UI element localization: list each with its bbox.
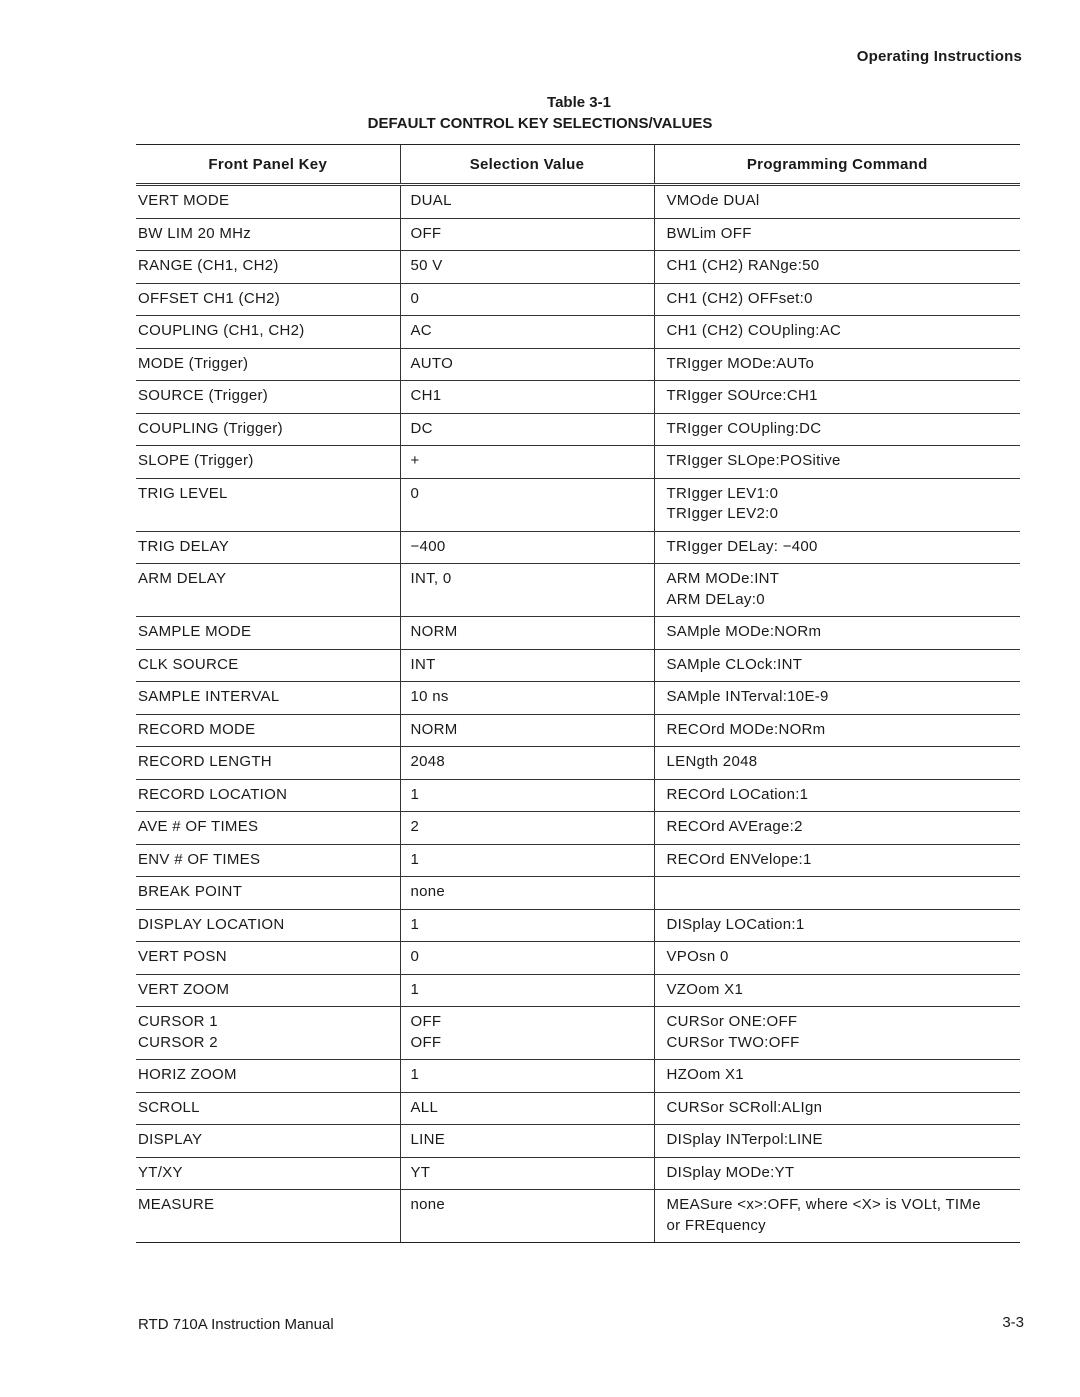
cell-front-panel-key (136, 1007, 400, 1060)
cell-front-panel-key (136, 714, 400, 747)
cell-selection-value (400, 185, 654, 219)
defaults-table-container (136, 144, 1020, 1243)
cell-programming-command (654, 649, 1020, 682)
table-row (136, 844, 1020, 877)
cell-front-panel-key-line: SAMPLE INTERVAL (138, 688, 280, 705)
cell-selection-value-line: OFF (410, 1033, 442, 1051)
cell-front-panel-key-line: SLOPE (Trigger) (138, 452, 254, 469)
cell-programming-command-line: TRIgger MODe:AUTo (666, 354, 815, 372)
cell-selection-value-line: DC (410, 419, 433, 437)
cell-selection-value-line: OFF (410, 1013, 442, 1030)
cell-front-panel-key-line: SCROLL (138, 1098, 200, 1116)
table-number: Table 3-1 (547, 94, 611, 111)
cell-selection-value (400, 348, 654, 381)
running-header: Operating Instructions (856, 48, 1022, 65)
cell-programming-command-line: CH1 (CH2) OFFset:0 (666, 289, 813, 307)
cell-selection-value (400, 617, 654, 650)
cell-programming-command-line: RECOrd LOCation:1 (666, 785, 809, 803)
cell-selection-value-line: 2048 (410, 753, 446, 770)
cell-selection-value (400, 1007, 654, 1060)
cell-front-panel-key (136, 413, 400, 446)
cell-selection-value-line: ALL (410, 1098, 439, 1116)
table-row (136, 185, 1020, 219)
cell-front-panel-key (136, 316, 400, 349)
cell-programming-command (654, 1190, 1020, 1243)
cell-selection-value (400, 942, 654, 975)
cell-programming-command (654, 1157, 1020, 1190)
cell-front-panel-key-line: DISPLAY LOCATION (138, 915, 285, 933)
cell-front-panel-key (136, 909, 400, 942)
table-row (136, 251, 1020, 284)
cell-selection-value-line: YT (410, 1163, 431, 1181)
cell-programming-command-line: TRIgger SOUrce:CH1 (666, 387, 818, 404)
table-title: DEFAULT CONTROL KEY SELECTIONS/VALUES (367, 115, 713, 132)
cell-front-panel-key (136, 251, 400, 284)
cell-front-panel-key-line: VERT MODE (138, 192, 230, 209)
cell-selection-value (400, 381, 654, 414)
cell-front-panel-key (136, 446, 400, 479)
cell-selection-value-line: none (410, 883, 446, 900)
cell-programming-command-line: RECOrd AVErage:2 (666, 818, 803, 835)
cell-selection-value (400, 844, 654, 877)
cell-programming-command-line: CH1 (CH2) COUpling:AC (666, 322, 842, 339)
cell-programming-command-line: RECOrd MODe:NORm (666, 720, 826, 738)
cell-programming-command-line: ARM MODe:INT (666, 570, 780, 587)
cell-front-panel-key-line: AVE # OF TIMES (138, 818, 259, 835)
cell-programming-command (654, 1060, 1020, 1093)
cell-selection-value-line: 1 (410, 980, 420, 998)
cell-selection-value-line: CH1 (410, 387, 442, 404)
cell-selection-value (400, 283, 654, 316)
cell-selection-value-line: 1 (410, 915, 420, 933)
table-row (136, 1157, 1020, 1190)
table-row (136, 812, 1020, 845)
cell-selection-value (400, 218, 654, 251)
cell-programming-command (654, 974, 1020, 1007)
column-header-key: Front Panel Key (136, 145, 400, 185)
cell-selection-value (400, 649, 654, 682)
cell-front-panel-key-line: COUPLING (Trigger) (138, 419, 283, 437)
cell-front-panel-key (136, 1157, 400, 1190)
cell-selection-value (400, 909, 654, 942)
cell-selection-value-line: 2 (410, 818, 420, 835)
column-header-value: Selection Value (400, 145, 654, 185)
defaults-table (136, 144, 1020, 1243)
cell-programming-command-line: SAMple INTerval:10E-9 (666, 688, 829, 705)
cell-programming-command (654, 682, 1020, 715)
table-row (136, 974, 1020, 1007)
table-row (136, 747, 1020, 780)
cell-front-panel-key (136, 348, 400, 381)
cell-front-panel-key-line: DISPLAY (138, 1131, 203, 1148)
cell-programming-command-line: VPOsn 0 (666, 948, 729, 965)
cell-selection-value (400, 877, 654, 910)
cell-programming-command-line: ARM DELay:0 (666, 590, 765, 608)
cell-programming-command-line: RECOrd ENVelope:1 (666, 850, 812, 868)
cell-programming-command-line: HZOom X1 (666, 1066, 744, 1083)
table-row (136, 381, 1020, 414)
cell-selection-value-line: none (410, 1196, 446, 1213)
cell-selection-value (400, 1125, 654, 1158)
cell-front-panel-key-line: TRIG LEVEL (138, 484, 228, 502)
cell-front-panel-key-line: RANGE (CH1, CH2) (138, 257, 279, 274)
cell-programming-command (654, 909, 1020, 942)
cell-programming-command (654, 747, 1020, 780)
cell-selection-value-line: 0 (410, 484, 420, 502)
cell-selection-value-line: −400 (410, 537, 446, 555)
table-row (136, 942, 1020, 975)
cell-selection-value (400, 478, 654, 531)
cell-front-panel-key-line: BW LIM 20 MHz (138, 224, 252, 242)
table-row (136, 446, 1020, 479)
cell-programming-command-line: LENgth 2048 (666, 753, 758, 770)
page-number: 3-3 (1002, 1314, 1024, 1331)
cell-front-panel-key-line: CLK SOURCE (138, 655, 239, 673)
table-row (136, 1190, 1020, 1243)
cell-selection-value-line: 1 (410, 1066, 420, 1083)
cell-front-panel-key (136, 812, 400, 845)
cell-selection-value (400, 531, 654, 564)
cell-programming-command-line: CH1 (CH2) RANge:50 (666, 257, 820, 274)
cell-front-panel-key (136, 747, 400, 780)
cell-front-panel-key (136, 564, 400, 617)
cell-programming-command-line: TRIgger COUpling:DC (666, 419, 822, 437)
cell-front-panel-key-line: ARM DELAY (138, 570, 227, 587)
cell-front-panel-key (136, 1060, 400, 1093)
cell-programming-command (654, 1007, 1020, 1060)
cell-selection-value (400, 316, 654, 349)
cell-programming-command (654, 218, 1020, 251)
cell-front-panel-key (136, 218, 400, 251)
cell-selection-value-line: DUAL (410, 192, 452, 209)
cell-selection-value-line: INT (410, 655, 436, 673)
cell-selection-value-line: NORM (410, 720, 458, 738)
cell-front-panel-key (136, 779, 400, 812)
cell-selection-value (400, 1190, 654, 1243)
cell-programming-command (654, 413, 1020, 446)
cell-programming-command-line: VZOom X1 (666, 980, 744, 998)
cell-front-panel-key-line: VERT ZOOM (138, 980, 230, 998)
cell-programming-command-line: TRIgger LEV2:0 (666, 505, 779, 522)
cell-programming-command-line: CURSor SCRoll:ALIgn (666, 1098, 823, 1116)
cell-front-panel-key (136, 531, 400, 564)
cell-front-panel-key-line: SOURCE (Trigger) (138, 387, 269, 404)
cell-front-panel-key-line: OFFSET CH1 (CH2) (138, 289, 281, 307)
cell-programming-command (654, 942, 1020, 975)
cell-selection-value (400, 1060, 654, 1093)
cell-front-panel-key (136, 877, 400, 910)
cell-selection-value-line: + (410, 452, 420, 469)
cell-selection-value-line: 10 ns (410, 688, 449, 705)
cell-front-panel-key (136, 942, 400, 975)
cell-selection-value (400, 812, 654, 845)
table-row (136, 714, 1020, 747)
cell-selection-value-line: 0 (410, 948, 420, 965)
cell-programming-command (654, 185, 1020, 219)
cell-selection-value-line: 1 (410, 785, 420, 803)
cell-front-panel-key-line: SAMPLE MODE (138, 623, 252, 640)
cell-programming-command (654, 1092, 1020, 1125)
cell-programming-command (654, 564, 1020, 617)
cell-programming-command (654, 283, 1020, 316)
cell-front-panel-key-line: CURSOR 1 (138, 1013, 218, 1030)
cell-selection-value (400, 413, 654, 446)
cell-programming-command-line: MEASure <x>:OFF, where <X> is VOLt, TIMe (666, 1196, 981, 1213)
table-row (136, 877, 1020, 910)
column-header-command: Programming Command (654, 145, 1020, 185)
cell-selection-value (400, 747, 654, 780)
cell-front-panel-key (136, 844, 400, 877)
table-row (136, 682, 1020, 715)
table-row (136, 564, 1020, 617)
cell-programming-command (654, 714, 1020, 747)
cell-front-panel-key-line: YT/XY (138, 1163, 183, 1181)
cell-selection-value (400, 251, 654, 284)
cell-front-panel-key-line: CURSOR 2 (138, 1033, 218, 1051)
cell-selection-value (400, 682, 654, 715)
cell-selection-value-line: AUTO (410, 354, 454, 372)
cell-front-panel-key (136, 1190, 400, 1243)
table-row (136, 1125, 1020, 1158)
cell-selection-value (400, 1092, 654, 1125)
cell-front-panel-key-line: RECORD MODE (138, 720, 256, 738)
cell-programming-command-line: TRIgger DELay: −400 (666, 537, 818, 555)
cell-front-panel-key (136, 617, 400, 650)
cell-front-panel-key-line: BREAK POINT (138, 883, 243, 900)
cell-selection-value-line: OFF (410, 224, 442, 242)
table-row (136, 909, 1020, 942)
cell-programming-command (654, 844, 1020, 877)
cell-front-panel-key (136, 682, 400, 715)
cell-front-panel-key-line: HORIZ ZOOM (138, 1066, 237, 1083)
cell-selection-value (400, 564, 654, 617)
cell-programming-command (654, 251, 1020, 284)
cell-front-panel-key (136, 283, 400, 316)
cell-programming-command (654, 877, 1020, 910)
cell-front-panel-key (136, 974, 400, 1007)
table-row (136, 218, 1020, 251)
cell-programming-command (654, 446, 1020, 479)
table-row (136, 283, 1020, 316)
cell-selection-value-line: 50 V (410, 257, 443, 274)
cell-selection-value-line: LINE (410, 1131, 446, 1148)
footer-manual-title: RTD 710A Instruction Manual (138, 1316, 334, 1333)
table-row (136, 531, 1020, 564)
table-header-row (136, 145, 1020, 185)
cell-selection-value-line: 0 (410, 289, 420, 307)
cell-programming-command (654, 779, 1020, 812)
cell-programming-command (654, 812, 1020, 845)
cell-programming-command (654, 617, 1020, 650)
cell-programming-command-line: BWLim OFF (666, 224, 752, 242)
cell-front-panel-key-line: MODE (Trigger) (138, 354, 249, 372)
cell-selection-value (400, 1157, 654, 1190)
cell-programming-command-line: CURSor ONE:OFF (666, 1013, 798, 1030)
cell-front-panel-key-line: RECORD LOCATION (138, 785, 288, 803)
cell-programming-command-line: VMOde DUAl (666, 192, 760, 209)
table-row (136, 316, 1020, 349)
cell-front-panel-key-line: ENV # OF TIMES (138, 850, 261, 868)
cell-selection-value (400, 779, 654, 812)
cell-selection-value-line: NORM (410, 623, 458, 640)
cell-selection-value-line: AC (410, 322, 432, 339)
table-row (136, 779, 1020, 812)
table-caption (0, 92, 1080, 134)
cell-programming-command (654, 478, 1020, 531)
table-row (136, 413, 1020, 446)
cell-programming-command (654, 531, 1020, 564)
cell-programming-command-line: TRIgger LEV1:0 (666, 484, 779, 502)
table-row (136, 1060, 1020, 1093)
table-row (136, 617, 1020, 650)
cell-programming-command (654, 316, 1020, 349)
cell-programming-command-line: SAMple CLOck:INT (666, 655, 803, 673)
table-row (136, 649, 1020, 682)
cell-front-panel-key (136, 381, 400, 414)
cell-front-panel-key-line: TRIG DELAY (138, 537, 230, 555)
cell-front-panel-key (136, 478, 400, 531)
cell-selection-value (400, 446, 654, 479)
cell-programming-command-line: CURSor TWO:OFF (666, 1033, 800, 1051)
cell-selection-value-line: INT, 0 (410, 570, 452, 587)
cell-front-panel-key-line: RECORD LENGTH (138, 753, 272, 770)
table-row (136, 1007, 1020, 1060)
table-row (136, 478, 1020, 531)
cell-programming-command-line: or FREquency (666, 1216, 766, 1234)
cell-programming-command-line: DISplay INTerpol:LINE (666, 1131, 823, 1148)
cell-programming-command-line: SAMple MODe:NORm (666, 623, 822, 640)
table-row (136, 348, 1020, 381)
cell-front-panel-key-line: MEASURE (138, 1196, 215, 1213)
cell-front-panel-key (136, 1092, 400, 1125)
cell-selection-value (400, 714, 654, 747)
cell-programming-command (654, 1125, 1020, 1158)
cell-front-panel-key (136, 649, 400, 682)
cell-programming-command (654, 381, 1020, 414)
cell-front-panel-key-line: COUPLING (CH1, CH2) (138, 322, 305, 339)
cell-front-panel-key (136, 1125, 400, 1158)
cell-front-panel-key-line: VERT POSN (138, 948, 227, 965)
cell-selection-value-line: 1 (410, 850, 420, 868)
cell-programming-command-line: TRIgger SLOpe:POSitive (666, 452, 841, 469)
cell-front-panel-key (136, 185, 400, 219)
cell-programming-command-line: DISplay LOCation:1 (666, 915, 805, 933)
cell-selection-value (400, 974, 654, 1007)
cell-programming-command-line: DISplay MODe:YT (666, 1163, 795, 1181)
table-row (136, 1092, 1020, 1125)
cell-programming-command (654, 348, 1020, 381)
